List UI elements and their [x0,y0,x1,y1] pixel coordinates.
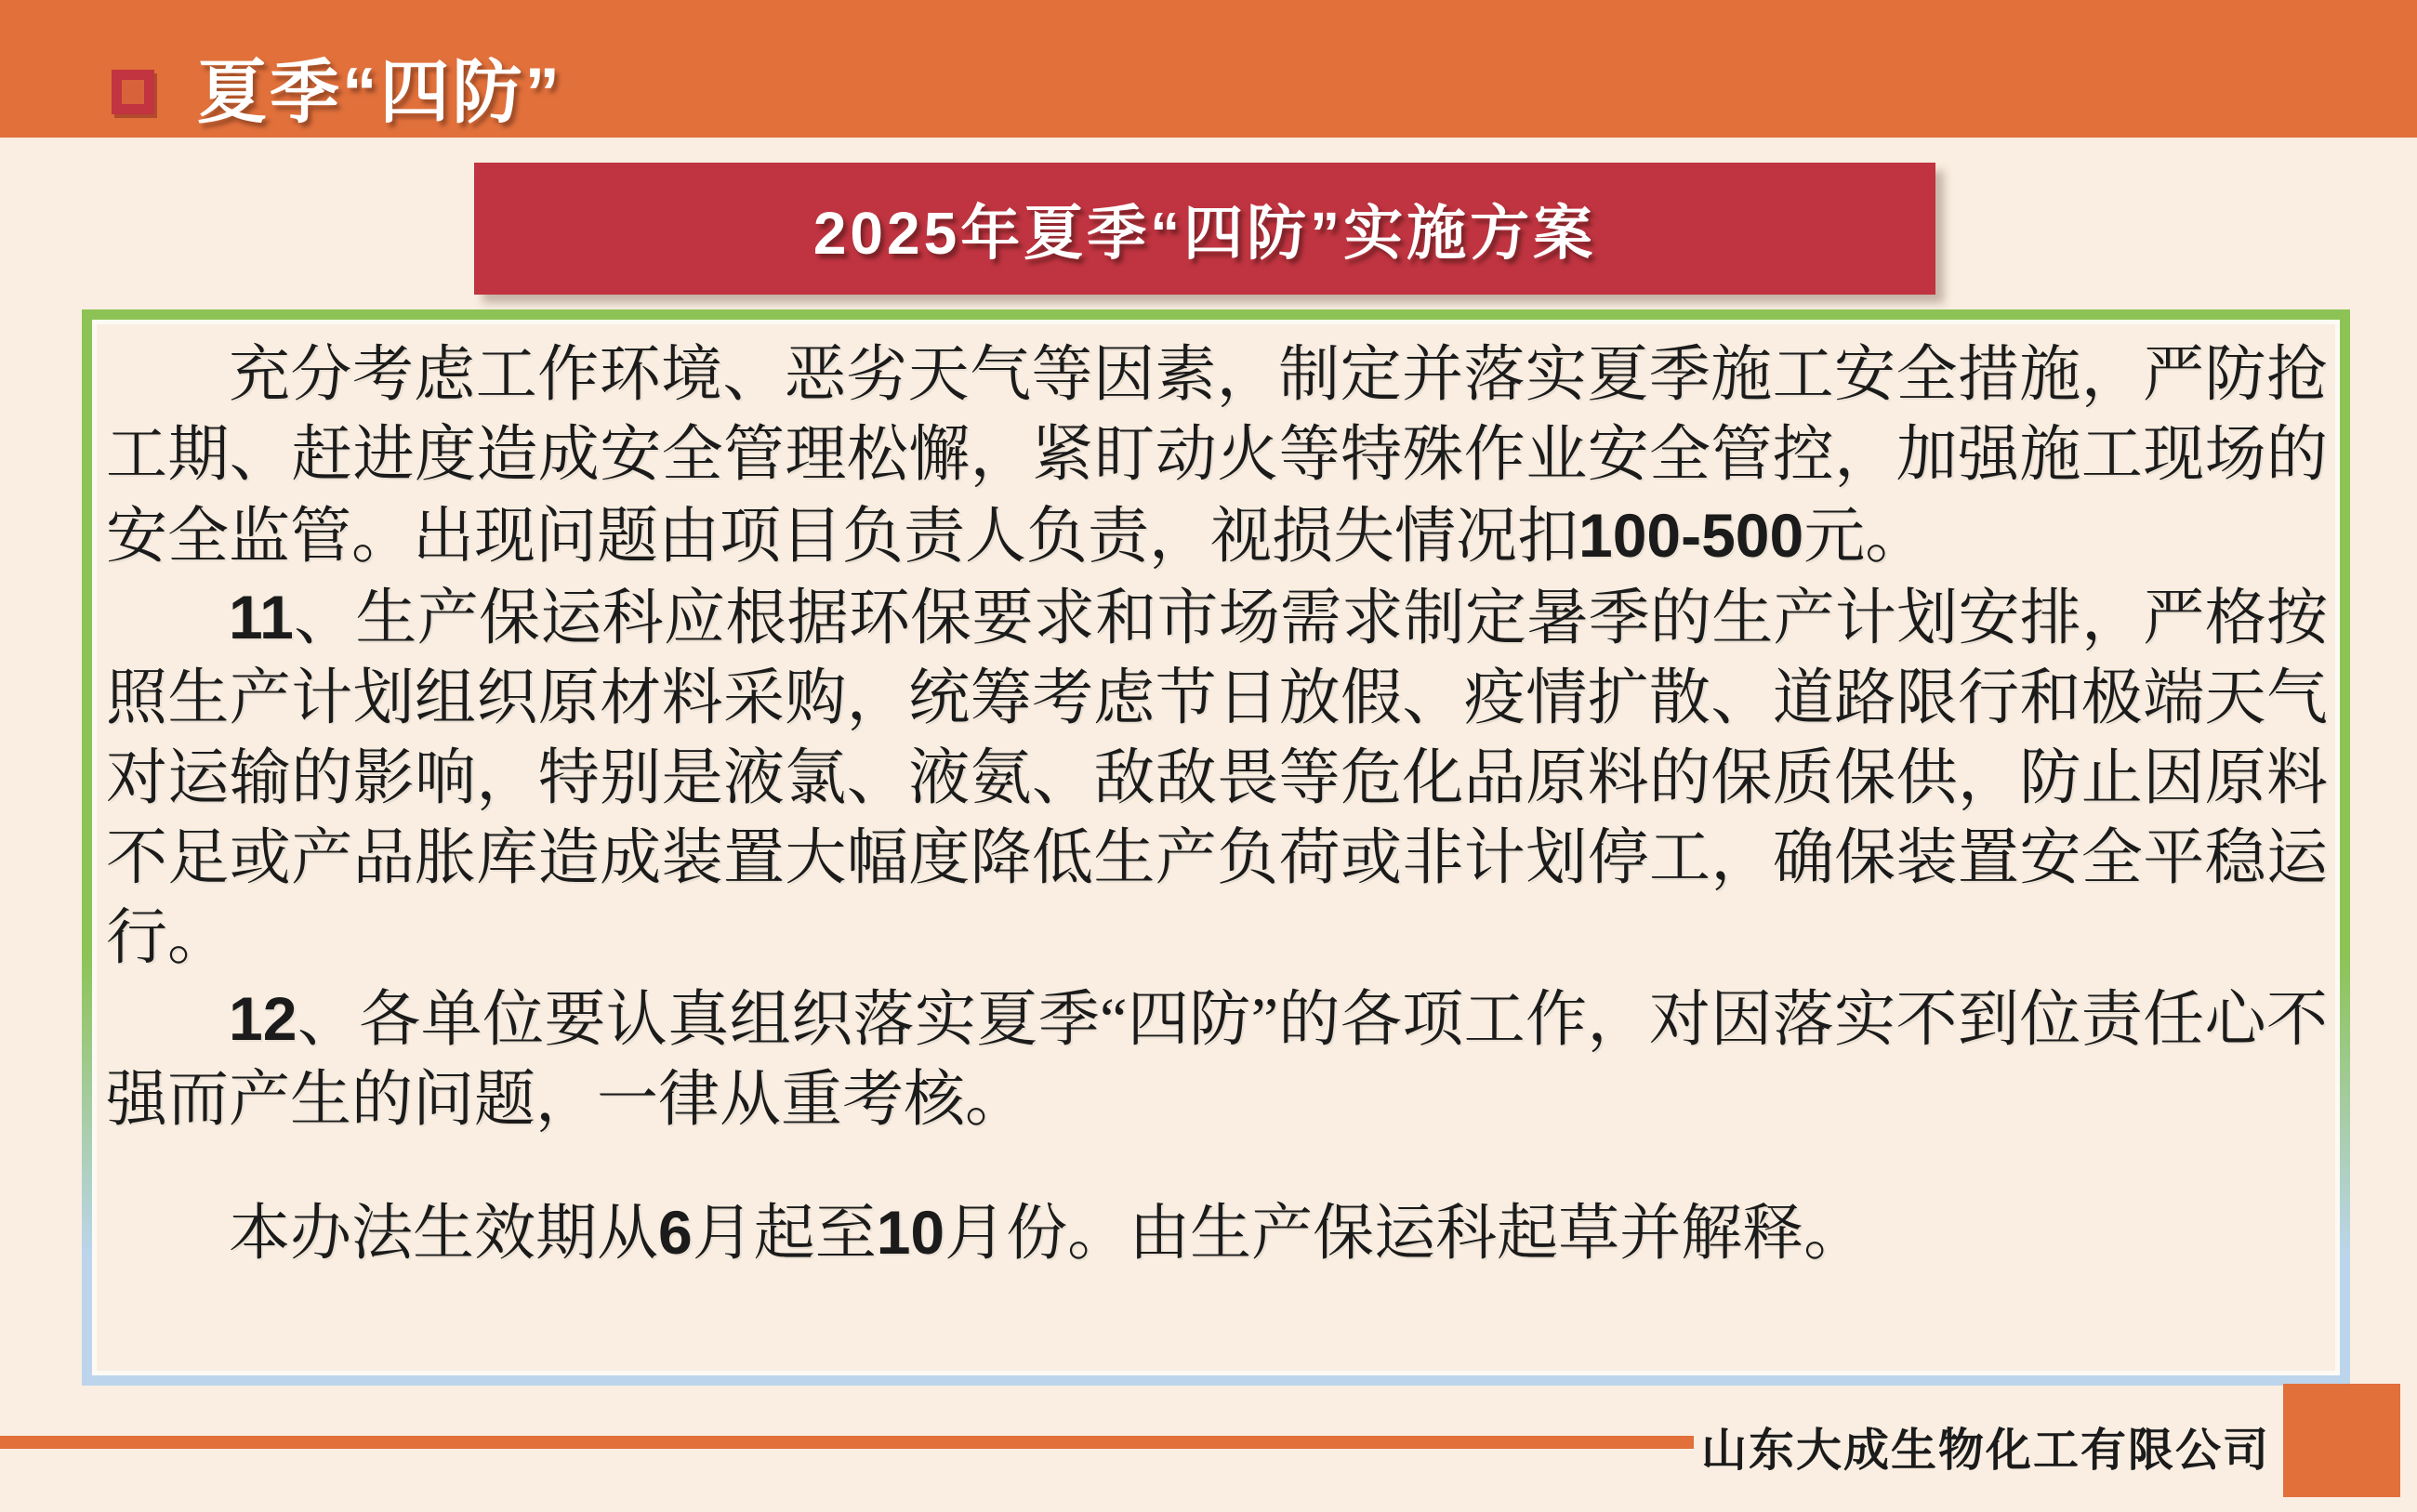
text-segment: 、各单位要认真组织落实夏季“四防”的各项工作，对因落实不到位责任心不强而产生的问题，一律从重考核。 [106,986,2328,1134]
text-segment: 充分考虑工作环境、恶劣天气等因素，制定并落实夏季施工安全措施，严防抢工期、赶进度造成安全管理松懈，紧盯动火等特殊作业安全管控，加强施工现场的安全监管。出现问题由项目负责人负责，视损失情况扣 [106,341,2328,571]
content-inner [92,320,2340,1375]
paragraph [106,335,2328,577]
text-segment: 、生产保运科应根据环保要求和市场需求制定暑季的生产计划安排，严格按照生产计划组织原材料采购，统筹考虑节日放假、疫情扩散、道路限行和极端天气对运输的影响，特别是液氯、液氨、敌敌畏等危化品原料的保质保供，防止因原料不足或产品胀库造成装置大幅度降低生产负荷或非计划停工，确保装置安全平稳运行。 [106,585,2328,972]
bold-number: 100-500 [1578,501,1804,570]
corner-square [2283,1384,2400,1497]
paragraph [106,1192,2328,1274]
text-segment: 本办法生效期从 [229,1200,658,1268]
square-bullet-icon [112,70,154,114]
body-text [106,335,2328,1274]
footer-rule [0,1436,1694,1449]
top-band [0,0,2417,138]
bold-number: 11 [229,583,294,651]
bold-number: 12 [229,984,297,1053]
bold-number: 10 [876,1198,945,1267]
text-segment: 月份。由生产保运科起草并解释。 [944,1200,1866,1268]
title-banner [474,163,1935,295]
bold-number: 6 [658,1198,693,1267]
paragraph [106,577,2328,979]
page-title: 夏季“四防” [197,53,563,131]
company-name: 山东大成生物化工有限公司 [1701,1426,2271,1476]
paragraph [106,979,2328,1140]
text-segment: 元。 [1803,503,1927,571]
content-box [82,309,2350,1386]
banner-title: 2025年夏季“四防”实施方案 [812,200,1597,267]
text-segment: 月起至 [692,1200,877,1268]
